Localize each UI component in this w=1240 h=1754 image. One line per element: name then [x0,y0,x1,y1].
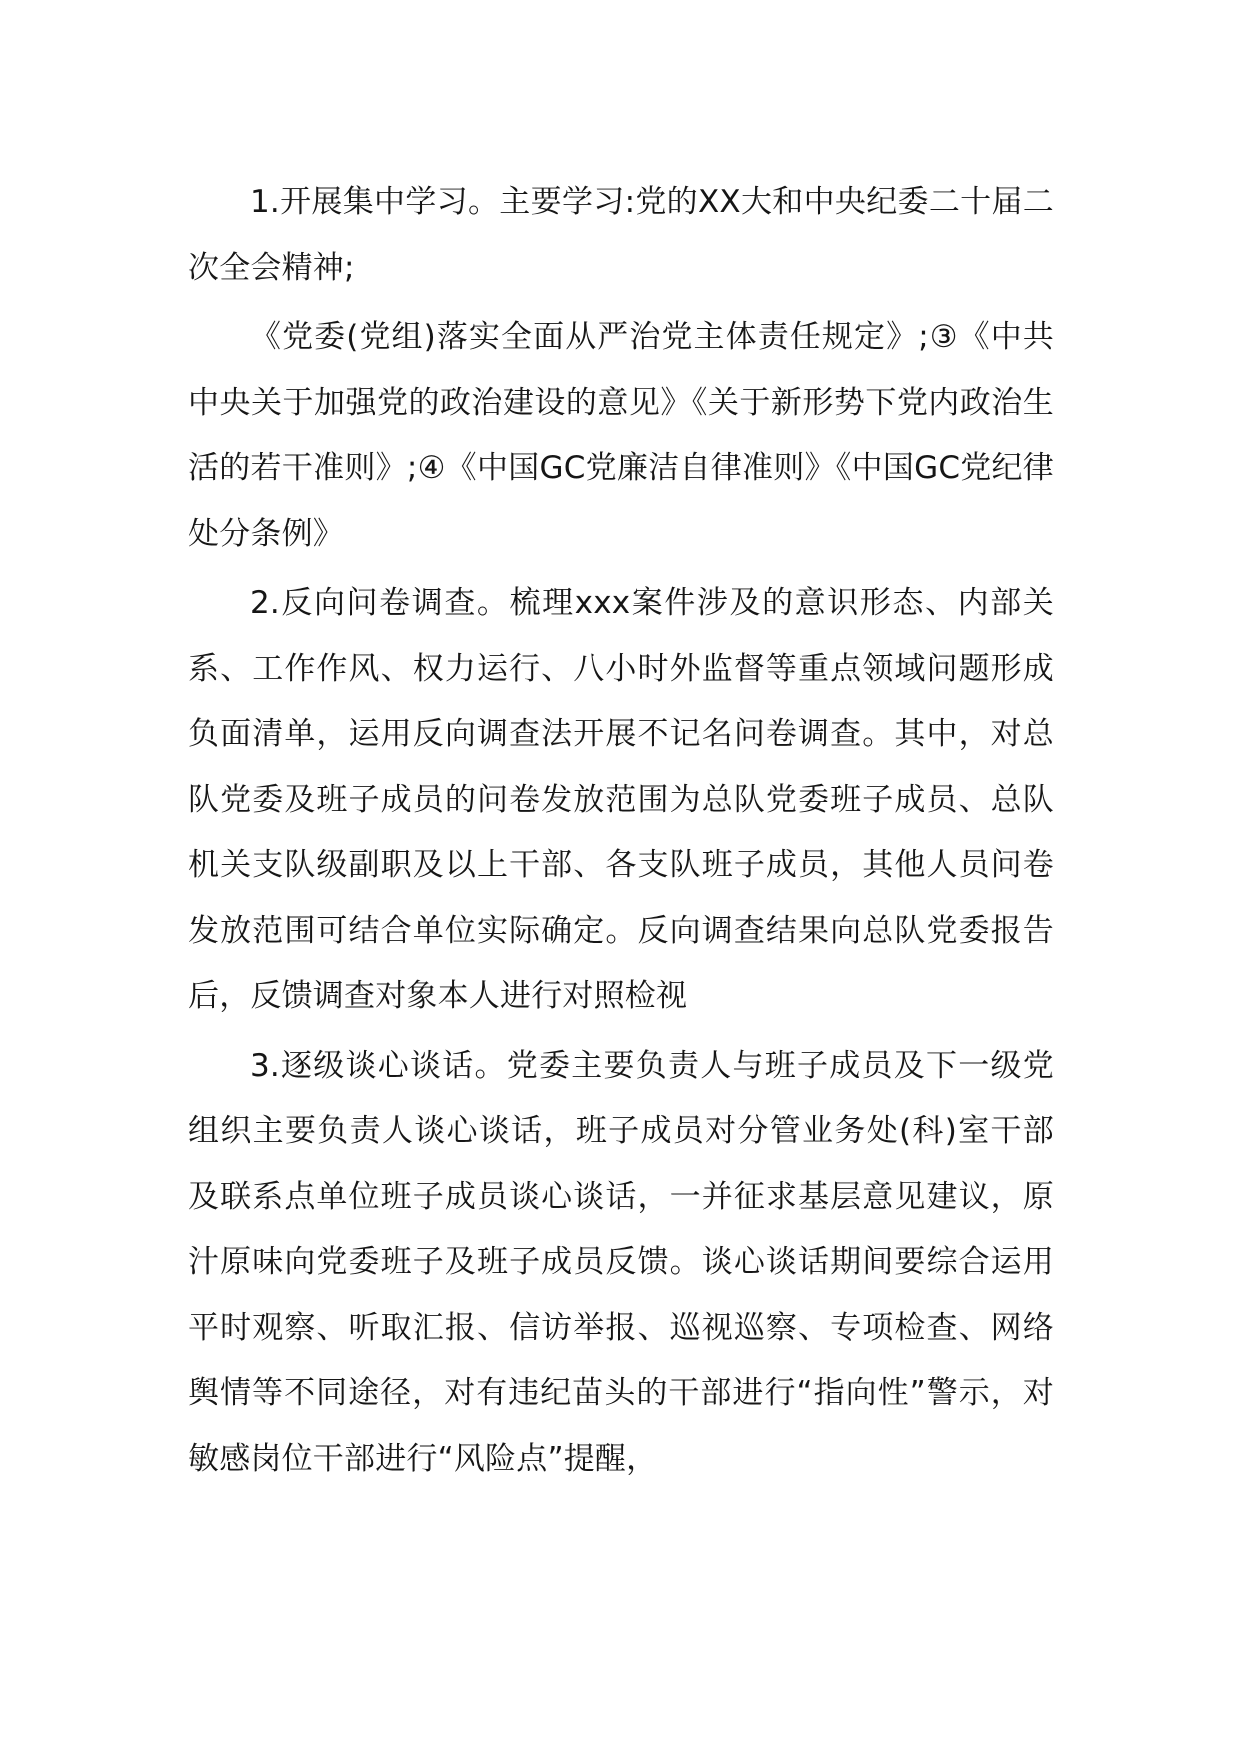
paragraph-study-documents: 《党委(党组)落实全面从严治党主体责任规定》;③《中共中央关于加强党的政治建设的意见》《关于新形势下党内政治生活的若干准则》;④《中国GC党廉洁自律准则》《中国GC党纪律处分条例》 [188,319,1054,552]
paragraph-heart-to-heart-talks: 3.逐级谈心谈话。党委主要负责人与班子成员及下一级党组织主要负责人谈心谈话，班子成员对分管业务处(科)室干部及联系点单位班子成员谈心谈话，一并征求基层意见建议，原汁原味向党委班子及班子成员反馈。谈心谈话期间要综合运用平时观察、听取汇报、信访举报、巡视巡察、专项检查、网络舆情等不同途径，对有违纪苗头的干部进行“指向性”警示，对敏感岗位干部进行“风险点”提醒， [188,1047,1054,1477]
paragraph-reverse-questionnaire: 2.反向问卷调查。梳理xxx案件涉及的意识形态、内部关系、工作作风、权力运行、八小时外监督等重点领域问题形成负面清单，运用反向调查法开展不记名问卷调查。其中，对总队党委及班子成员的问卷发放范围为总队党委班子成员、总队机关支队级副职及以上干部、各支队班子成员，其他人员问卷发放范围可结合单位实际确定。反向调查结果向总队党委报告后，反馈调查对象本人进行对照检视 [188,585,1054,1014]
document-body [188,170,1054,1492]
paragraph-centralized-study: 1.开展集中学习。主要学习:党的XX大和中央纪委二十届二次全会精神; [188,184,1054,286]
